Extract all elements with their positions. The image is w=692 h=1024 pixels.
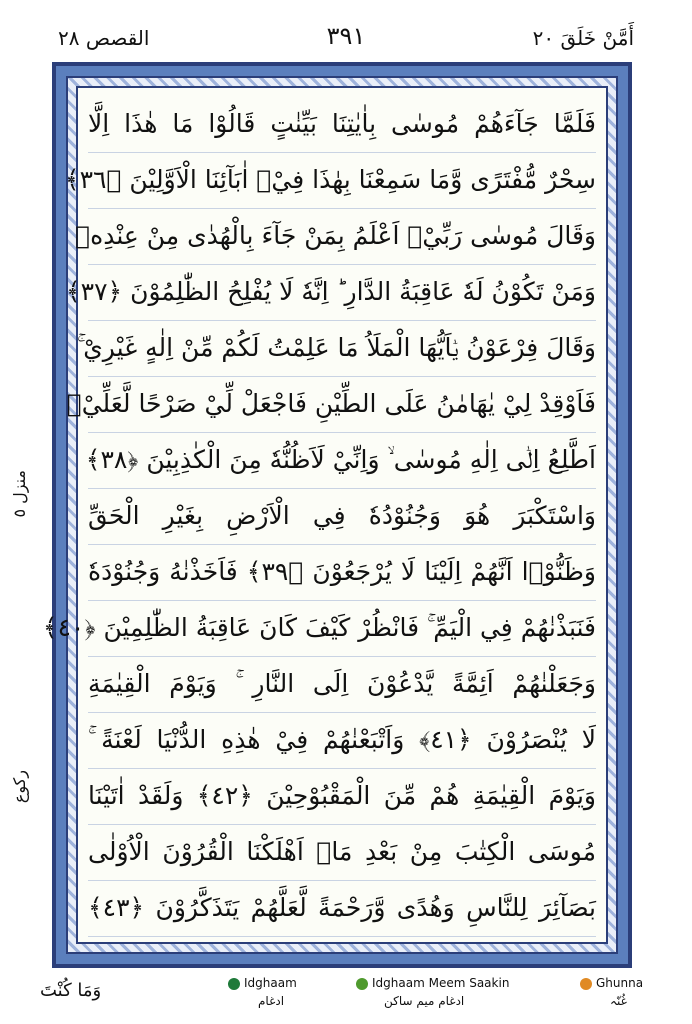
text-line-9: وَظَنُّوْۤا اَنَّهُمْ اِلَيْنَا لَا يُرْجَعُوْنَ ﴿٣٩﴾ فَاَخَذْنٰهُ وَجُنُوْدَهٗ [88,544,596,601]
frame-border [42,76,618,954]
page-frame [42,62,632,968]
page-number: ٣٩١ [326,22,366,50]
text-line-3: وَقَالَ مُوسٰى رَبِّيْۤ اَعْلَمُ بِمَنْ جَآءَ بِالْهُدٰى مِنْ عِنْدِهٖ [88,208,596,265]
legend-idghaam: Idghaam [228,976,297,990]
text-line-6: فَاَوْقِدْ لِيْ يٰهَامٰنُ عَلَى الطِّيْنِ فَاجْعَلْ لِّيْ صَرْحًا لَّعَلِّيْۤ [88,376,596,433]
text-line-12: لَا يُنْصَرُوْنَ ﴿٤١﴾ وَاَتْبَعْنٰهُمْ فِيْ هٰذِهِ الدُّنْيَا لَعْنَةً ۚ [88,712,596,769]
text-line-4: وَمَنْ تَكُوْنُ لَهٗ عَاقِبَةُ الدَّارِ ؕ اِنَّهٗ لَا يُفْلِحُ الظّٰلِمُوْنَ ﴿٣٧﴾ [88,264,596,321]
text-line-14: مُوسَى الْكِتٰبَ مِنْ بَعْدِ مَاۤ اَهْلَكْنَا الْقُرُوْنَ الْاُوْلٰى [88,824,596,881]
ruku-marker: ركوع [10,770,29,804]
text-line-13: وَيَوْمَ الْقِيٰمَةِ هُمْ مِّنَ الْمَقْبُوْحِيْنَ ﴿٤٢﴾ وَلَقَدْ اٰتَيْنَا [88,768,596,825]
legend-idghaam-meem-arabic: ادغام میم ساکن [384,994,465,1008]
text-line-7: اَطَّلِعُ اِلٰۤى اِلٰهِ مُوسٰى ۙ وَاِنِّيْ لَاَظُنُّهٗ مِنَ الْكٰذِبِيْنَ ﴿٣٨﴾ [88,432,596,489]
text-line-10: فَنَبَذْنٰهُمْ فِي الْيَمِّ ۚ فَانْظُرْ كَيْفَ كَانَ عَاقِبَةُ الظّٰلِمِيْنَ ﴿٤٠﴾ [88,600,596,657]
page-header [0,0,692,60]
idghaam-color-dot [228,978,240,990]
tajweed-legend [0,972,692,1024]
para-name: أَمَّنْ خَلَقَ ٢٠ [532,26,634,50]
text-line-2: سِحْرٌ مُّفْتَرًى وَّمَا سَمِعْنَا بِهٰذَا فِيْۤ اٰبَآئِنَا الْاَوَّلِيْنَ ﴿٣٦﴾ [88,152,596,209]
text-page [42,86,608,944]
legend-ghunna: Ghunna [580,976,643,990]
text-line-1: فَلَمَّا جَآءَهُمْ مُوسٰى بِاٰيٰتِنَا بَيِّنٰتٍ قَالُوْا مَا هٰذَا اِلَّا [88,96,596,153]
ghunna-color-dot [580,978,592,990]
legend-idghaam-arabic: ادغام [258,994,285,1008]
surah-name: القصص ٢٨ [58,26,150,50]
legend-ghunna-arabic: غُنّہ [610,994,627,1008]
text-line-5: وَقَالَ فِرْعَوْنُ يٰۤاَيُّهَا الْمَلَاُ مَا عَلِمْتُ لَكُمْ مِّنْ اِلٰهٍ غَيْرِيْ ۚ [88,320,596,377]
catchword: وَمَا كُنْتَ [40,980,102,1001]
idghaam-meem-color-dot [356,978,368,990]
text-line-8: وَاسْتَكْبَرَ هُوَ وَجُنُوْدُهٗ فِي الْاَرْضِ بِغَيْرِ الْحَقِّ [88,488,596,545]
text-line-11: وَجَعَلْنٰهُمْ اَئِمَّةً يَّدْعُوْنَ اِلَى النَّارِ ۚ وَيَوْمَ الْقِيٰمَةِ [88,656,596,713]
legend-idghaam-meem: Idghaam Meem Saakin [356,976,509,990]
manzil-marker: منزل ٥ [10,470,29,518]
text-line-15: بَصَآئِرَ لِلنَّاسِ وَهُدًى وَّرَحْمَةً لَّعَلَّهُمْ يَتَذَكَّرُوْنَ ﴿٤٣﴾ [88,880,596,937]
